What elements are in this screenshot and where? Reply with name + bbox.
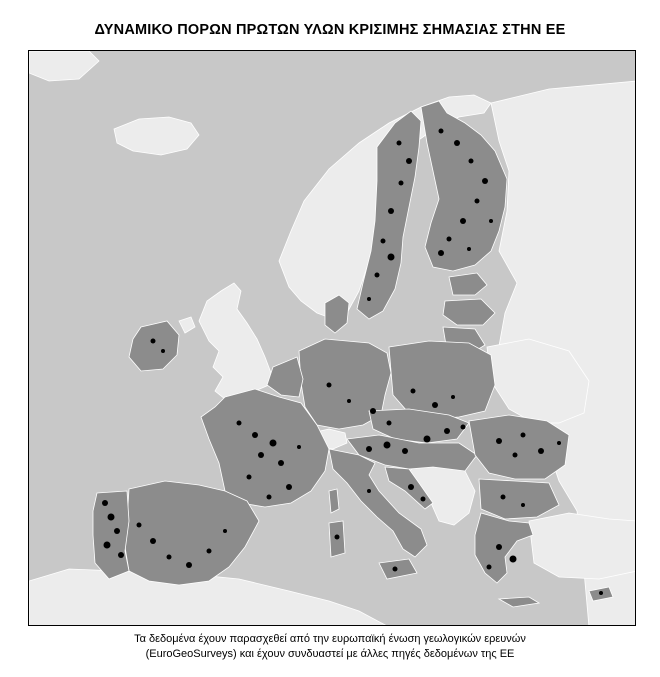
deposit-point bbox=[388, 208, 394, 214]
deposit-point bbox=[393, 567, 398, 572]
deposit-point bbox=[150, 538, 156, 544]
deposit-point bbox=[367, 489, 371, 493]
deposit-point bbox=[599, 591, 603, 595]
deposit-point bbox=[424, 436, 431, 443]
deposit-point bbox=[521, 503, 525, 507]
deposit-point bbox=[297, 445, 301, 449]
deposit-point bbox=[186, 562, 192, 568]
deposit-point bbox=[447, 237, 452, 242]
deposit-point bbox=[278, 460, 284, 466]
deposit-point bbox=[137, 523, 142, 528]
deposit-point bbox=[151, 339, 156, 344]
deposit-point bbox=[496, 544, 502, 550]
deposit-point bbox=[384, 442, 391, 449]
deposit-point bbox=[411, 389, 416, 394]
caption-line-2: (EuroGeoSurveys) και έχουν συνδυαστεί με άλλες πηγές δεδομένων της ΕΕ bbox=[145, 648, 515, 660]
deposit-point bbox=[444, 428, 450, 434]
deposit-point bbox=[108, 514, 115, 521]
poland bbox=[389, 341, 495, 419]
deposit-point bbox=[557, 441, 561, 445]
deposit-point bbox=[118, 552, 124, 558]
deposit-point bbox=[286, 484, 292, 490]
deposit-point bbox=[521, 433, 526, 438]
deposit-point bbox=[104, 542, 111, 549]
deposit-point bbox=[161, 349, 165, 353]
deposit-point bbox=[438, 250, 444, 256]
turkey bbox=[529, 513, 636, 579]
deposit-point bbox=[432, 402, 438, 408]
deposit-point bbox=[347, 399, 351, 403]
deposit-point bbox=[454, 140, 460, 146]
deposit-point bbox=[461, 425, 466, 430]
deposit-point bbox=[467, 247, 471, 251]
deposit-point bbox=[482, 178, 488, 184]
deposit-point bbox=[406, 158, 412, 164]
deposit-point bbox=[375, 273, 380, 278]
deposit-point bbox=[366, 446, 372, 452]
deposit-point bbox=[397, 141, 402, 146]
corsica bbox=[329, 489, 339, 513]
deposit-point bbox=[408, 484, 414, 490]
deposit-point bbox=[237, 421, 242, 426]
deposit-point bbox=[327, 383, 332, 388]
europe-map[interactable] bbox=[28, 50, 636, 626]
deposit-point bbox=[496, 438, 502, 444]
deposit-point bbox=[270, 440, 277, 447]
deposit-point bbox=[167, 555, 172, 560]
deposit-point bbox=[402, 448, 408, 454]
caption-line-1: Τα δεδομένα έχουν παρασχεθεί από την ευρωπαϊκή ένωση γεωλογικών ερευνών bbox=[134, 633, 526, 645]
deposit-point bbox=[247, 475, 252, 480]
deposit-point bbox=[475, 199, 480, 204]
deposit-point bbox=[501, 495, 506, 500]
portugal bbox=[93, 491, 129, 579]
deposit-point bbox=[487, 565, 492, 570]
deposit-point bbox=[513, 453, 518, 458]
deposit-point bbox=[538, 448, 544, 454]
deposit-point bbox=[267, 495, 272, 500]
deposit-point bbox=[381, 239, 386, 244]
deposit-point bbox=[460, 218, 466, 224]
map-caption bbox=[0, 632, 660, 662]
map-title: ΔΥΝΑΜΙΚΟ ΠΟΡΩΝ ΠΡΩΤΩΝ ΥΛΩΝ ΚΡΙΣΙΜΗΣ ΣΗΜΑΣΙΑΣ ΣΤΗΝ ΕΕ bbox=[94, 22, 566, 38]
deposit-point bbox=[489, 219, 493, 223]
deposit-point bbox=[388, 254, 395, 261]
deposit-point bbox=[223, 529, 227, 533]
deposit-point bbox=[370, 408, 376, 414]
deposit-point bbox=[258, 452, 264, 458]
deposit-point bbox=[510, 556, 517, 563]
deposit-point bbox=[399, 181, 404, 186]
deposit-point bbox=[469, 159, 474, 164]
deposit-point bbox=[335, 535, 340, 540]
deposit-point bbox=[387, 421, 392, 426]
deposit-point bbox=[252, 432, 258, 438]
deposit-point bbox=[439, 129, 444, 134]
deposit-point bbox=[421, 497, 426, 502]
map-svg bbox=[29, 51, 636, 626]
deposit-point bbox=[367, 297, 371, 301]
deposit-point bbox=[207, 549, 212, 554]
deposit-point bbox=[114, 528, 120, 534]
deposit-point bbox=[102, 500, 108, 506]
deposit-point bbox=[451, 395, 455, 399]
